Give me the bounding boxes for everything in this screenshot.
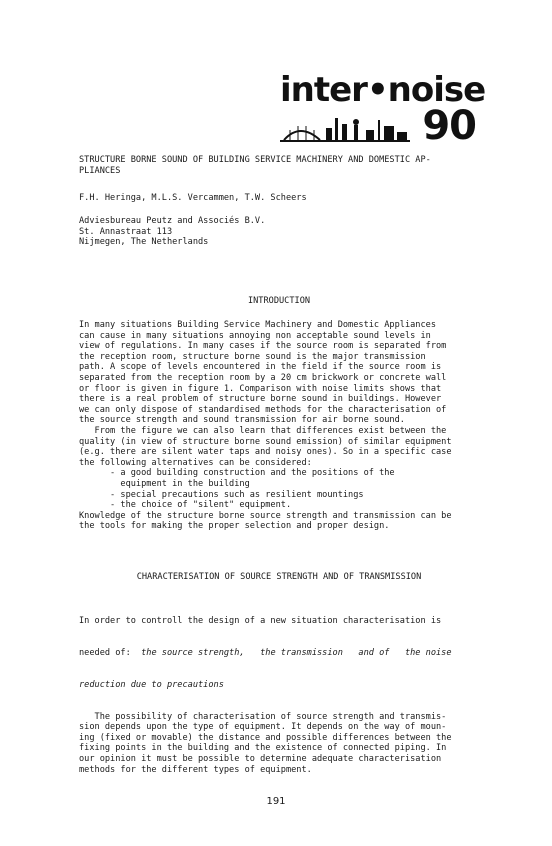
body-line: - the choice of "silent" equipment. — [79, 500, 292, 511]
italic-phrase: reduction due to precautions — [79, 679, 224, 690]
body-line: Knowledge of the structure borne source strength and transmission can be — [79, 510, 452, 521]
body-line: separated from the reception room by a 20 cm brickwork or concrete wall — [79, 372, 447, 383]
body-line: fixing points in the building and the existence of connected piping. In — [79, 743, 447, 754]
body-line-prefix: needed of: — [79, 647, 142, 658]
body-line: sion depends upon the type of equipment. It depends on the way of moun- — [79, 722, 447, 733]
body-line: there is a real problem of structure borne sound in buildings. However — [79, 394, 442, 405]
address-line: Adviesbureau Peutz and Associés B.V. — [79, 216, 266, 226]
logo-year: 90 — [422, 103, 476, 149]
body-line: From the figure we can also learn that differences exist between the — [79, 425, 447, 436]
body-line: quality (in view of structure borne sound emission) of similar equipment — [79, 436, 452, 447]
body-line: - a good building construction and the positions of the — [79, 468, 395, 479]
body-line: equipment in the building — [79, 478, 250, 489]
introduction-body — [79, 320, 479, 532]
city-skyline-icon — [280, 110, 410, 144]
body-line: ing (fixed or movable) the distance and possible differences between the — [79, 732, 452, 743]
paper-title — [79, 155, 479, 176]
conference-logo — [280, 70, 486, 149]
body-line: - special precautions such as resilient mountings — [79, 489, 364, 500]
page-number: 191 — [266, 796, 286, 807]
body-line: we can only dispose of standardised methods for the characterisation of — [79, 404, 447, 415]
body-line: the source strength and sound transmission for air borne sound. — [79, 415, 405, 426]
title-line: PLIANCES — [79, 165, 121, 176]
body-line: our opinion it must be possible to determine adequate characterisation — [79, 753, 442, 764]
section-heading-introduction: INTRODUCTION — [247, 296, 311, 306]
body-line: view of regulations. In many cases if the source room is separated from — [79, 341, 447, 352]
italic-phrase: the source strength, the transmission and of the noise — [141, 647, 452, 658]
body-line: In order to controll the design of a new situation characterisation is — [79, 616, 442, 627]
address-line: St. Annastraat 113 — [79, 226, 173, 237]
body-line: The possibility of characterisation of source strength and transmis- — [79, 711, 447, 722]
characterisation-body — [79, 595, 479, 796]
body-line: (e.g. there are silent water taps and noisy ones). So in a specific case — [79, 447, 452, 458]
body-line: the following alternatives can be considered: — [79, 457, 312, 468]
title-line: STRUCTURE BORNE SOUND OF BUILDING SERVICE MACHINERY AND DOMESTIC AP- — [79, 155, 431, 165]
body-line: or floor is given in figure 1. Comparison with noise limits shows that — [79, 383, 442, 394]
body-line: the reception room, structure borne sound is the major transmission — [79, 351, 426, 362]
section-heading-characterisation: CHARACTERISATION OF SOURCE STRENGTH AND OF TRANSMISSION — [136, 572, 422, 582]
author-list: F.H. Heringa, M.L.S. Vercammen, T.W. Scheers — [79, 193, 307, 203]
body-line: the tools for making the proper selection and proper design. — [79, 521, 390, 532]
body-line: path. A scope of levels encountered in the field if the source room is — [79, 362, 442, 373]
body-lines — [79, 712, 479, 776]
affiliation — [79, 216, 479, 248]
body-line: can cause in many situations annoying non acceptable sound levels in — [79, 330, 431, 341]
body-line: In many situations Building Service Machinery and Domestic Appliances — [79, 320, 436, 330]
address-line: Nijmegen, The Netherlands — [79, 237, 209, 248]
logo-wordmark: inter•noise — [280, 70, 486, 110]
body-line: methods for the different types of equipment. — [79, 764, 312, 775]
body-line — [79, 648, 479, 659]
